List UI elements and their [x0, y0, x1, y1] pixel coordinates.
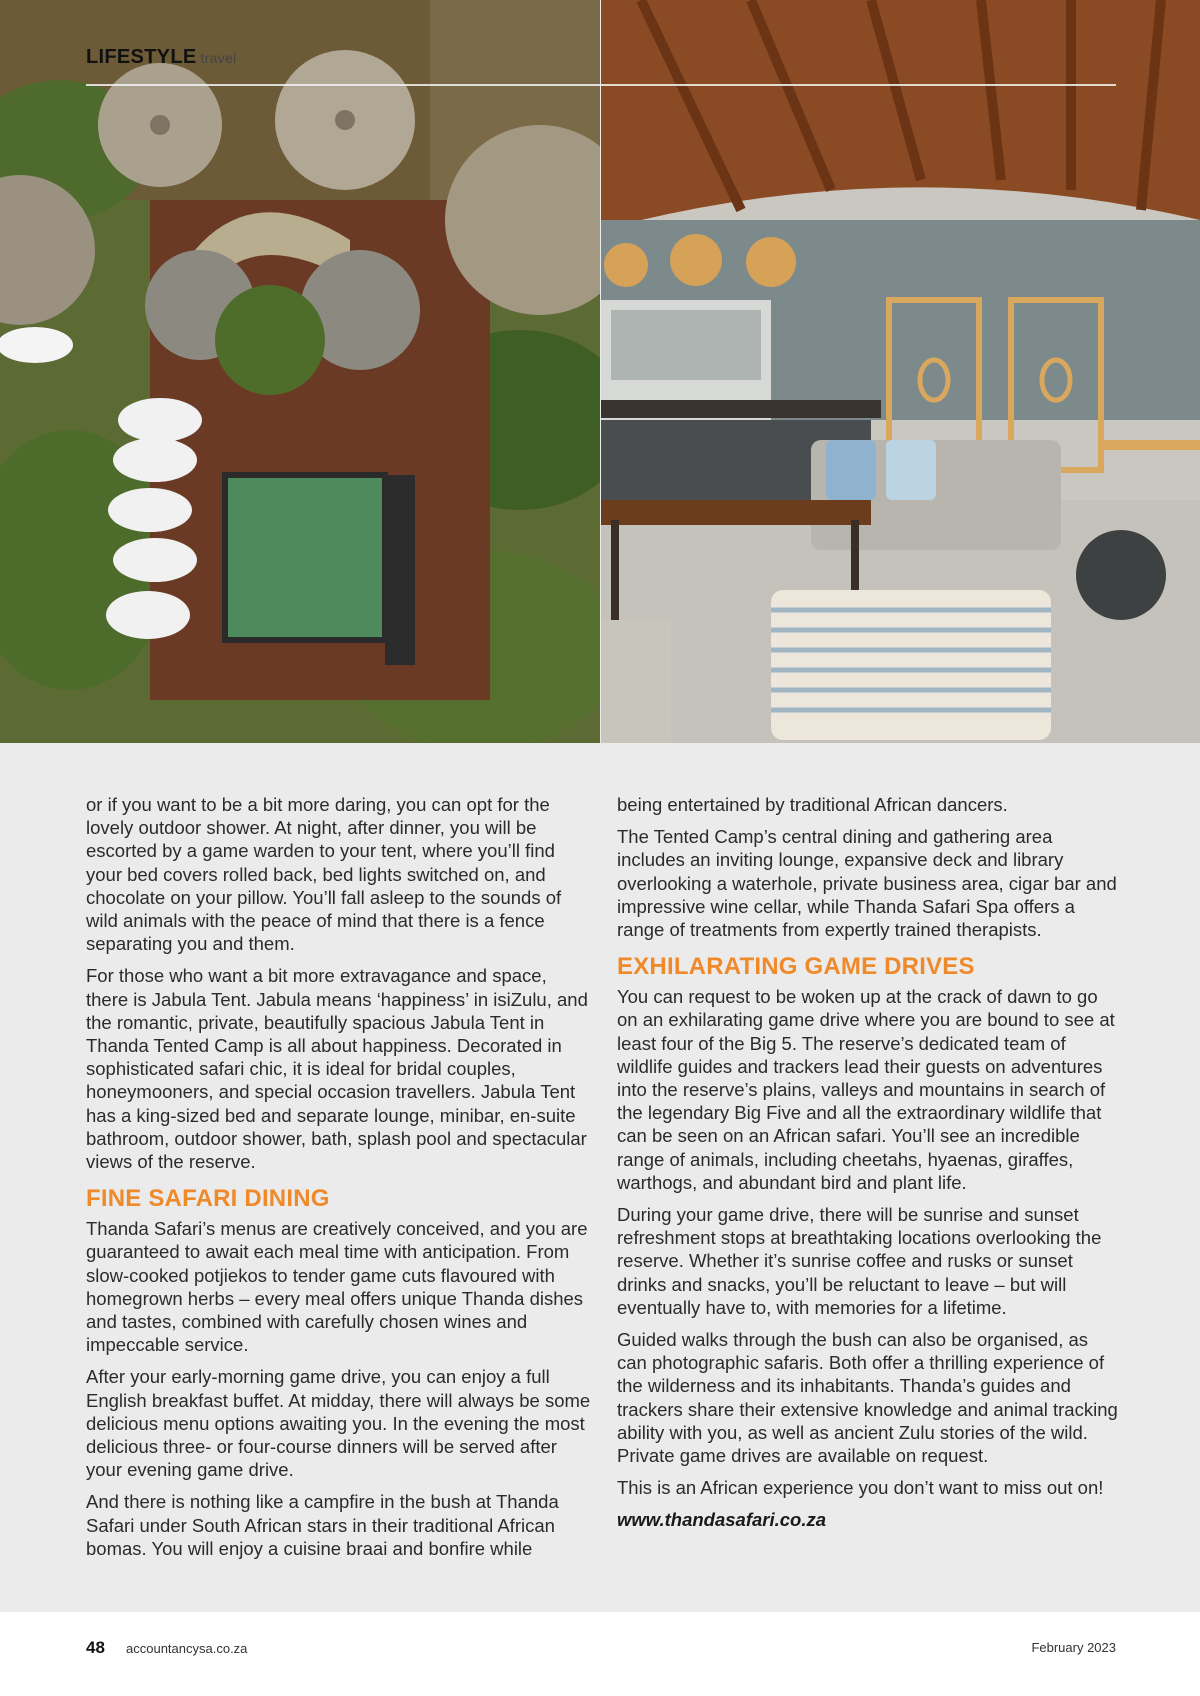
page-number: 48 — [86, 1638, 105, 1657]
header-divider — [86, 84, 1116, 86]
paragraph: After your early-morning game drive, you can enjoy a full English breakfast buffet. At midday, there will always be some delicious menu options awaiting you. In the evening the most delicious three- or four-course dinners will be served after your evening game drive. — [86, 1366, 591, 1481]
paragraph: or if you want to be a bit more daring, you can opt for the lovely outdoor shower. At night, after dinner, you will be escorted by a game warden to your tent, where you’ll find your bed covers rolled back, bed lights switched on, and chocolate on your pillow. You’ll fall asleep to the sounds of wild animals with the peace of mind that there is a fence separating you and them. — [86, 794, 562, 955]
section-tag — [86, 46, 237, 69]
section-label: LIFESTYLE — [86, 46, 197, 68]
section-sub-label: travel — [200, 50, 237, 66]
paragraph: The Tented Camp’s central dining and gathering area includes an inviting lounge, expansive deck and library overlooking a waterhole, private business area, cigar bar and impressive wine cellar, while Thanda Safari Spa offers a range of treatments from expertly trained therapists. — [617, 826, 1117, 941]
paragraph: being entertained by traditional African dancers. — [617, 794, 1008, 815]
section-heading-dining: FINE SAFARI DINING — [86, 1185, 330, 1213]
aerial-lodge-photo — [0, 0, 600, 743]
lounge-interior-photo — [601, 0, 1200, 743]
article-left-column — [86, 793, 592, 1569]
footer-issue-date: February 2023 — [1031, 1640, 1116, 1655]
footer-site: accountancysa.co.za — [126, 1641, 248, 1656]
paragraph: Guided walks through the bush can also be organised, as can photographic safaris. Both offer a thrilling experience of the wilderness and its inhabitants. Thanda’s guides and trackers share their extensive knowledge and animal tracking ability with you, as well as ancient Zulu stories of the wild. Private game drives are available on request. — [617, 1329, 1118, 1467]
article-right-column — [617, 793, 1122, 1541]
paragraph: And there is nothing like a campfire in the bush at Thanda Safari under South African stars in their traditional African bomas. You will enjoy a cuisine braai and bonfire while — [86, 1491, 559, 1559]
paragraph: For those who want a bit more extravagance and space, there is Jabula Tent. Jabula means ‘happiness’ in isiZulu, and the romantic, private, beautifully spacious Jabula Tent in Thanda Tented Camp is all about happiness. Decorated in sophisticated safari chic, it is ideal for bridal couples, honeymooners, and special occasion travellers. Jabula Tent has a king-sized bed and separate lounge, minibar, en-suite bathroom, outdoor shower, bath, splash pool and spectacular views of the reserve. — [86, 965, 588, 1173]
paragraph: During your game drive, there will be sunrise and sunset refreshment stops at breathtaking locations overlooking the reserve. Whether it’s sunrise coffee and rusks or sunset drinks and snacks, you’ll be reluctant to leave – but will eventually have to, with memories for a lifetime. — [617, 1204, 1102, 1318]
section-heading-game-drives: EXHILARATING GAME DRIVES — [617, 953, 975, 981]
paragraph: Thanda Safari’s menus are creatively conceived, and you are guaranteed to await each meal time with anticipation. From slow-cooked potjiekos to tender game cuts flavoured with homegrown herbs – every meal offers unique Thanda dishes and tastes, combined with carefully chosen wines and impeccable service. — [86, 1218, 588, 1356]
paragraph: This is an African experience you don’t want to miss out on! — [617, 1477, 1104, 1499]
website-link[interactable]: www.thandasafari.co.za — [617, 1509, 827, 1531]
paragraph: You can request to be woken up at the crack of dawn to go on an exhilarating game drive where you are bound to see at least four of the Big 5. The reserve’s dedicated team of wildlife guides and trackers lead their guests on adventures into the reserve’s plains, valleys and mountains in search of the legendary Big Five and all the extraordinary wildlife that can be seen on an African safari. You’ll see an incredible range of animals, including cheetahs, hyaenas, giraffes, warthogs, and abundant bird and plant life. — [617, 986, 1115, 1193]
